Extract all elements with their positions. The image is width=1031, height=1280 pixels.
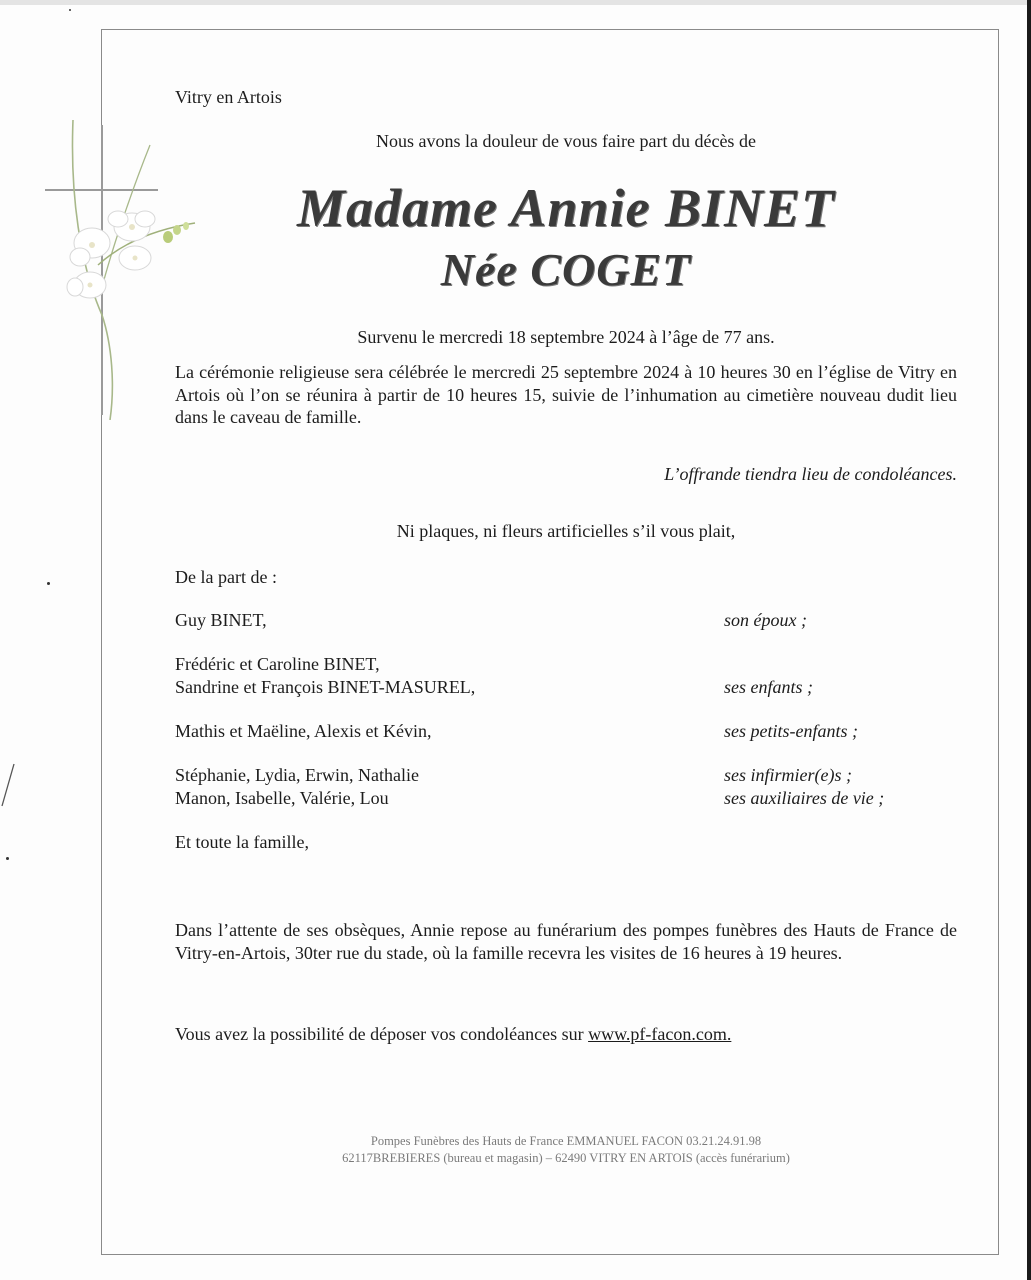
- family-relation: ses petits-enfants ;: [724, 721, 858, 741]
- deceased-name: Madame Annie BINET: [296, 178, 836, 238]
- scan-speck: [6, 857, 9, 860]
- offering-text: L’offrande tiendra lieu de condoléances.: [664, 464, 957, 484]
- footer-line: Pompes Funèbres des Hauts de France EMMANUEL FACON 03.21.24.91.98: [370, 1134, 762, 1148]
- family-name: Guy BINET,: [175, 610, 267, 630]
- scan-edge-shadow: [1027, 0, 1031, 1280]
- ceremony-paragraph: La cérémonie religieuse sera célébrée le mercredi 25 septembre 2024 à 10 heures 30 en l’église de Vitry en Artois où l’on se réunira à partir de 10 heures 15, suivie de l’inhumation au cimetière nouveau dudit lieu dans le caveau de famille.: [175, 362, 957, 427]
- condolences-line: [175, 1023, 731, 1045]
- family-relation: ses infirmier(e)s ;: [724, 765, 852, 785]
- no-flowers-text: Ni plaques, ni fleurs artificielles s’il vous plait,: [396, 521, 736, 541]
- scan-mark: [0, 762, 18, 812]
- family-name: Stéphanie, Lydia, Erwin, Nathalie: [175, 765, 419, 785]
- family-name: Et toute la famille,: [175, 832, 309, 852]
- family-name: Sandrine et François BINET-MASUREL,: [175, 677, 476, 697]
- scan-edge: [0, 0, 1031, 5]
- scan-speck: [69, 9, 71, 11]
- family-name: Manon, Isabelle, Valérie, Lou: [175, 788, 389, 808]
- family-relation: ses enfants ;: [724, 677, 813, 697]
- scan-speck: [47, 582, 50, 585]
- condolences-link[interactable]: www.pf-facon.com.: [588, 1024, 732, 1044]
- from-label: De la part de :: [175, 567, 277, 587]
- visitation-paragraph: Dans l’attente de ses obsèques, Annie repose au funérarium des pompes funèbres des Hauts de France de Vitry-en-Artois, 30ter rue du stade, où la famille recevra les visites de 16 heures à 19 heures.: [175, 920, 957, 963]
- place-label: Vitry en Artois: [175, 87, 282, 107]
- intro-text: Nous avons la douleur de vous faire part du décès de: [376, 131, 756, 151]
- death-notice: Survenu le mercredi 18 septembre 2024 à l’âge de 77 ans.: [357, 327, 775, 347]
- footer-line: 62117BREBIERES (bureau et magasin) – 62490 VITRY EN ARTOIS (accès funérarium): [342, 1151, 790, 1165]
- family-name: Mathis et Maëline, Alexis et Kévin,: [175, 721, 432, 741]
- condolences-text: Vous avez la possibilité de déposer vos condoléances sur: [175, 1024, 589, 1044]
- maiden-name: Née COGET: [440, 244, 692, 295]
- family-relation: son époux ;: [724, 610, 807, 630]
- family-relation: ses auxiliaires de vie ;: [724, 788, 885, 808]
- family-name: Frédéric et Caroline BINET,: [175, 654, 380, 674]
